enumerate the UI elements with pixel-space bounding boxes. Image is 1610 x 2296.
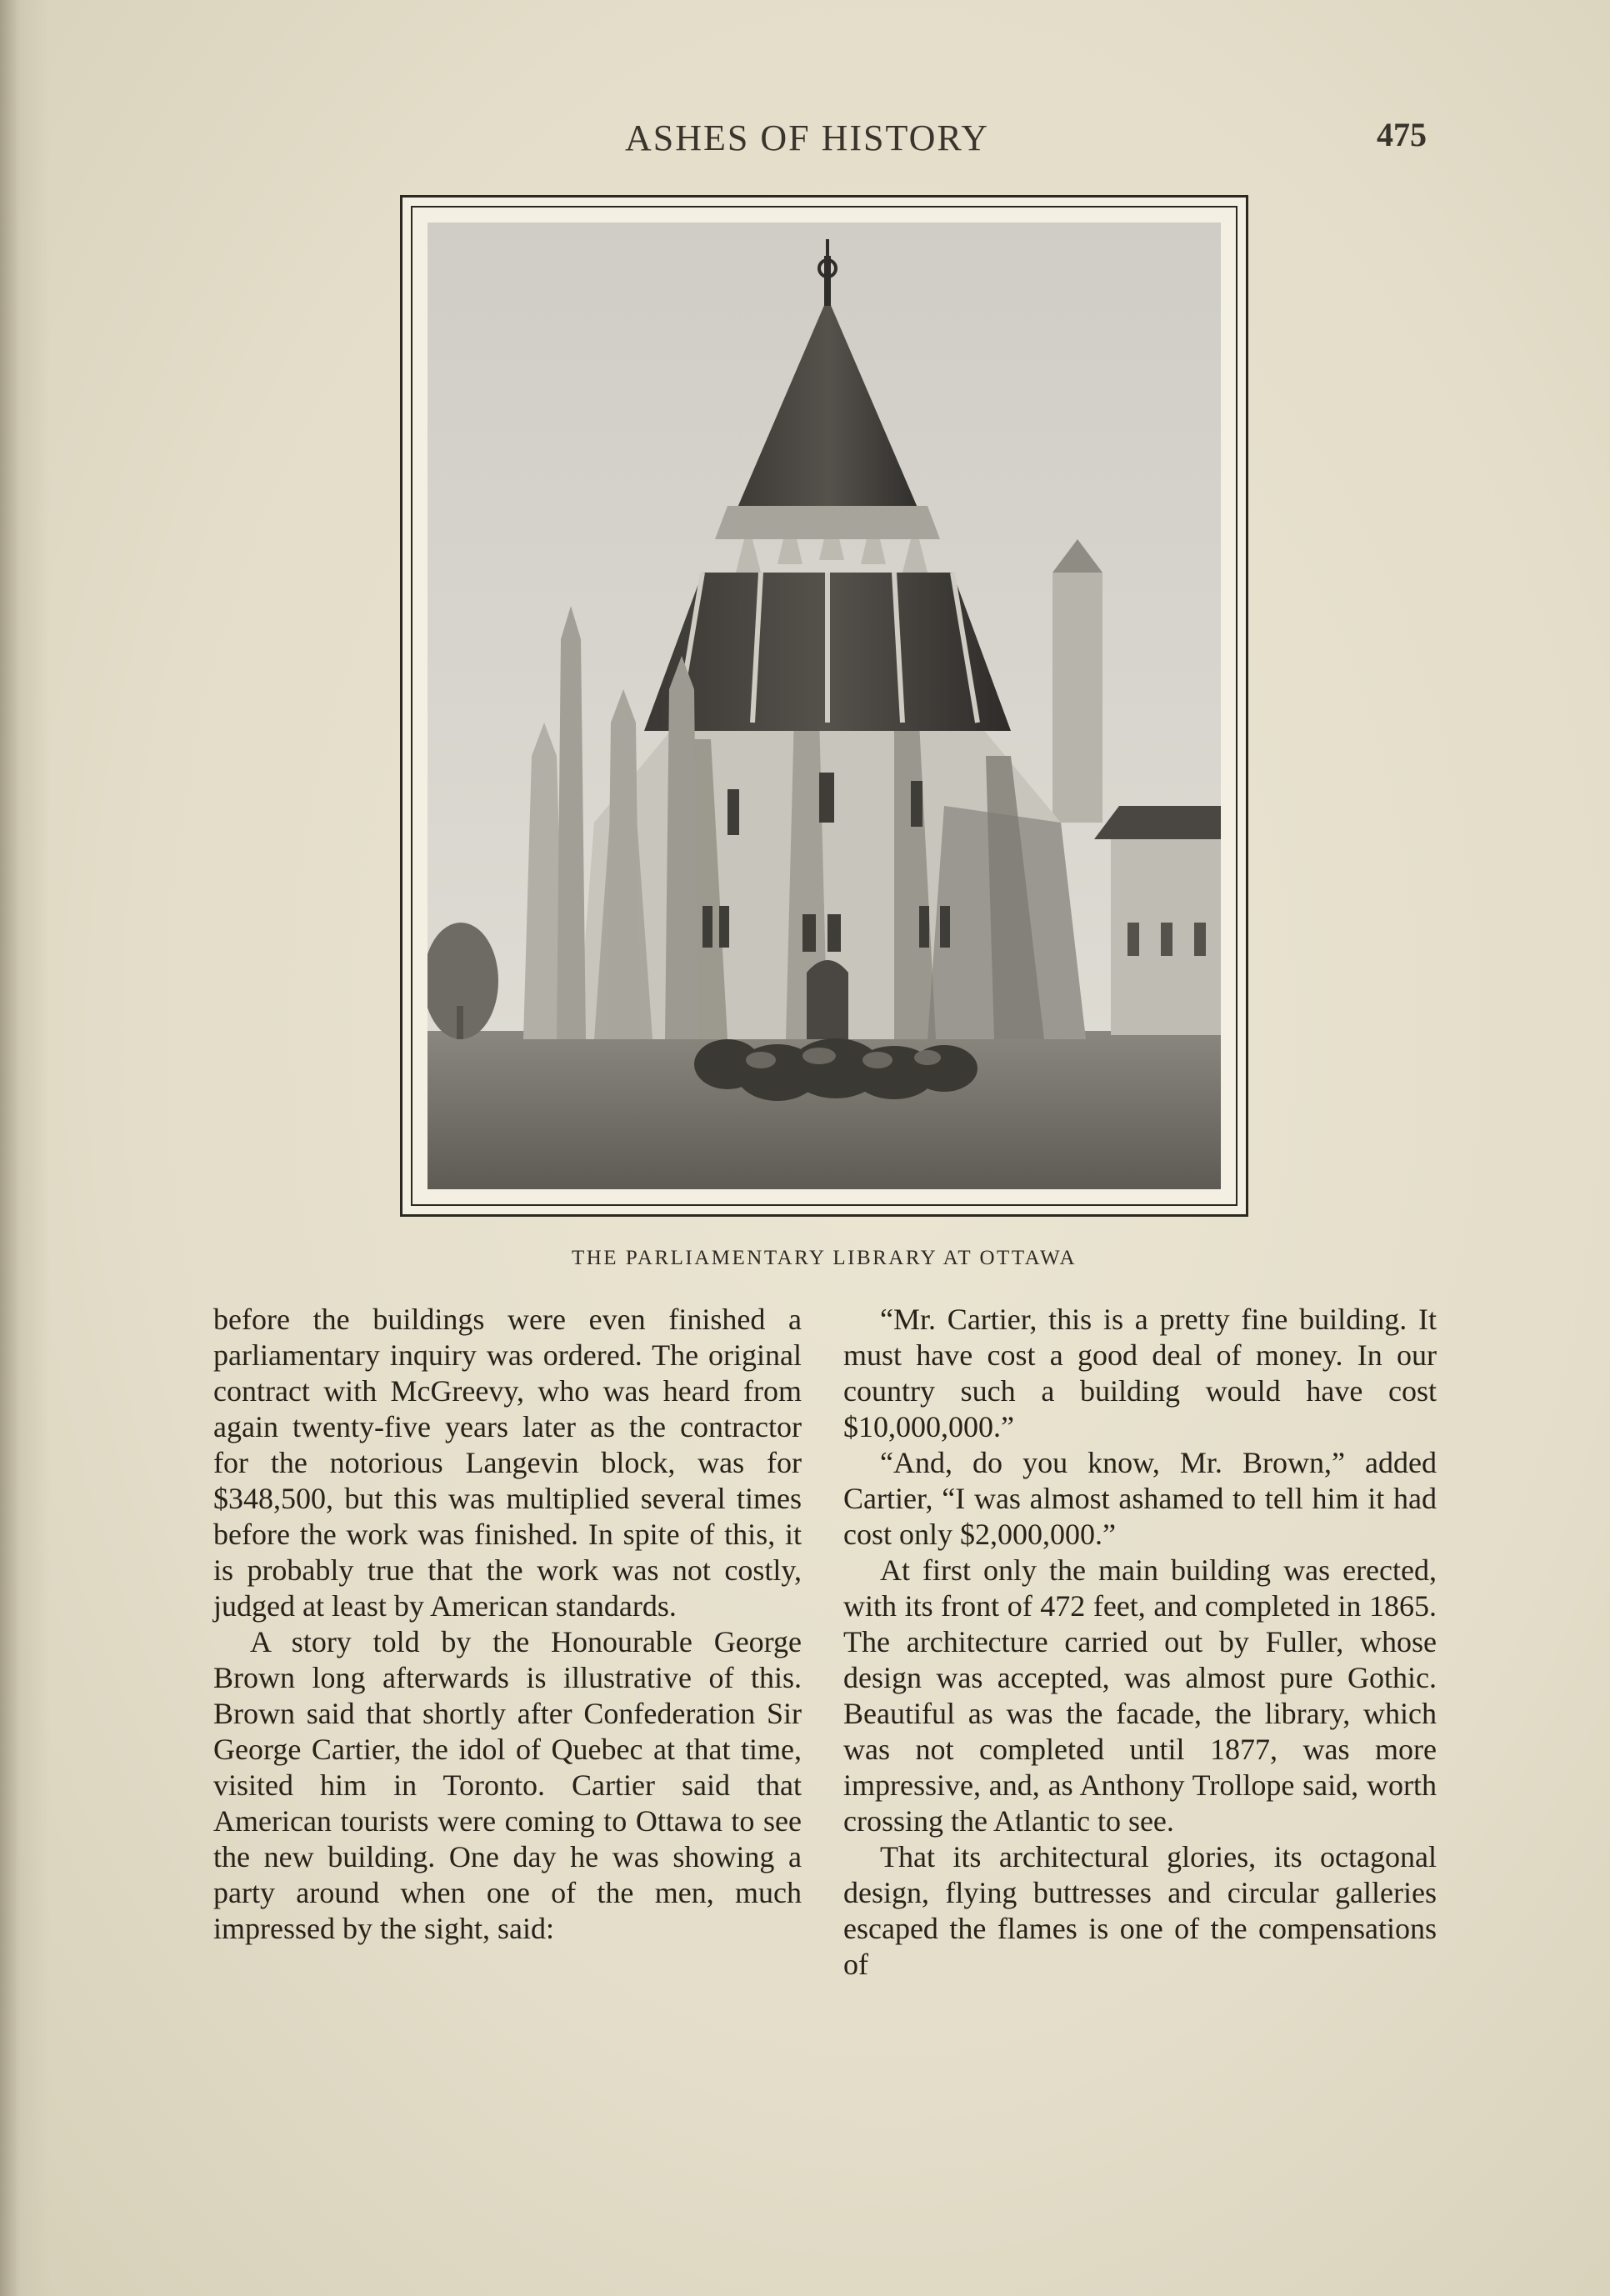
right-column xyxy=(843,1302,1437,1983)
figure-caption: THE PARLIAMENTARY LIBRARY AT OTTAWA xyxy=(571,1247,1078,1269)
paragraph: At first only the main building was erected, with its front of 472 feet, and completed in 1865. The architecture carried out by Fuller, whose design was accepted, was almost pure Gothic. Beautiful as was the facade, the library, which was not completed until 1877, was more impressive, and, as Anthony Trollope said, worth crossing the Atlantic to see. xyxy=(843,1553,1437,1838)
left-column xyxy=(213,1302,802,1947)
page-number: 475 xyxy=(1377,116,1427,153)
paragraph: A story told by the Honourable George Brown long afterwards is illustrative of this. Brown said that shortly after Confederation Sir George Cartier, the idol of Quebec at that time, visited him in Toronto. Cartier said that American tourists were coming to Ottawa to see the new building. One day he was showing a party around when one of the men, much impressed by the sight, said: xyxy=(213,1625,802,1945)
library-photograph xyxy=(428,223,1221,1189)
paragraph: “And, do you know, Mr. Brown,” added Cartier, “I was almost ashamed to tell him it had cost only $2,000,000.” xyxy=(843,1446,1437,1551)
paragraph: That its architectural glories, its octagonal design, flying buttresses and circular galleries escaped the flames is one of the compensations of xyxy=(843,1840,1437,1981)
paragraph: “Mr. Cartier, this is a pretty fine building. It must have cost a good deal of money. In our country such a building would have cost $10,000,000.” xyxy=(843,1303,1437,1443)
running-title: ASHES OF HISTORY xyxy=(625,118,990,158)
binding-gutter xyxy=(0,0,50,2296)
paragraph: before the buildings were even finished a parliamentary inquiry was ordered. The original contract with McGreevy, who was heard from again twenty-five years later as the contractor for the notorious Langevin block, was for $348,500, but this was multiplied several times before the work was finished. In spite of this, it is probably true that the work was not costly, judged at least by American standards. xyxy=(213,1303,802,1623)
photo-frame xyxy=(400,195,1248,1217)
